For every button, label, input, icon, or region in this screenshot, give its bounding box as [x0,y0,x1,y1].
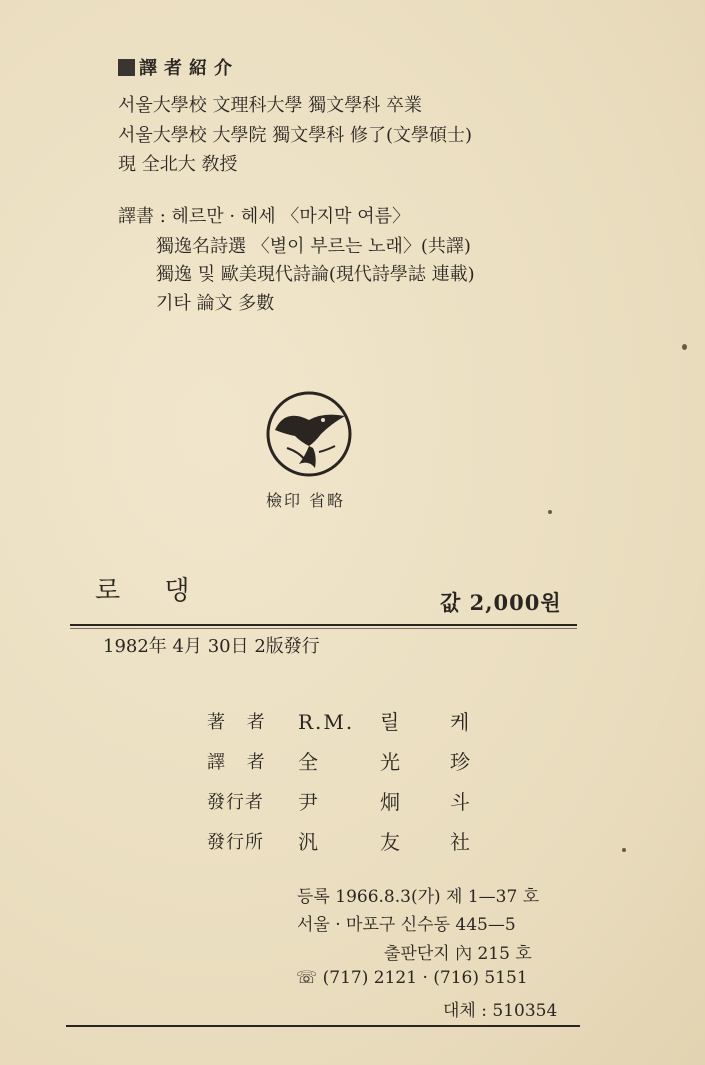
credit-value-publishing-house: 汎 友 社 [298,830,472,854]
bottom-divider [66,1025,580,1027]
credit-label-publisher: 發行者 [207,792,264,813]
credit-label-translator: 譯 者 [207,752,273,773]
publisher-eagle-emblem-icon [265,390,353,478]
translations-lead: 譯書 : 헤르만 · 헤세 〈마지막 여름〉 [118,206,410,227]
paper-speck [682,344,687,350]
square-bullet-icon [118,59,135,76]
translator-intro-heading: 譯者紹介 [118,58,239,80]
bio-line: 서울大學校 大學院 獨文學科 修了(文學碩士) [118,125,472,146]
seal-omitted-text: 檢印 省略 [266,491,346,510]
divider [70,628,577,629]
publishing-complex: 출판단지 內 215 호 [384,944,532,964]
price: 값 2,000원 [440,590,562,615]
address: 서울 · 마포구 신수동 445—5 [297,915,516,935]
credit-value-publisher: 尹 炯 斗 [298,790,472,814]
paper-speck [548,510,552,514]
publication-date: 1982年 4月 30日 2版發行 [103,636,320,657]
credit-label-author: 著 者 [207,712,273,733]
phone-numbers: ☏ (717) 2121 · (716) 5151 [296,968,528,988]
paper-speck [622,848,626,852]
divider [70,624,577,626]
bio-line: 現 全北大 敎授 [118,154,238,175]
translation-item: 獨逸名詩選 〈별이 부르는 노래〉(共譯) [156,236,471,257]
credit-value-translator: 全 光 珍 [298,750,472,774]
giro-account: 대체 : 510354 [443,1001,558,1021]
registration-info: 등록 1966.8.3(가) 제 1—37 호 [297,887,540,907]
credit-label-publishing-house: 發行所 [207,832,264,853]
translation-item: 獨逸 및 歐美現代詩論(現代詩學誌 連載) [156,264,475,285]
translation-item: 기타 論文 多數 [156,293,275,314]
bio-line: 서울大學校 文理科大學 獨文學科 卒業 [118,95,422,116]
credit-value-author: R.M. 릴 케 [298,710,472,734]
book-title: 로 댕 [95,576,208,606]
